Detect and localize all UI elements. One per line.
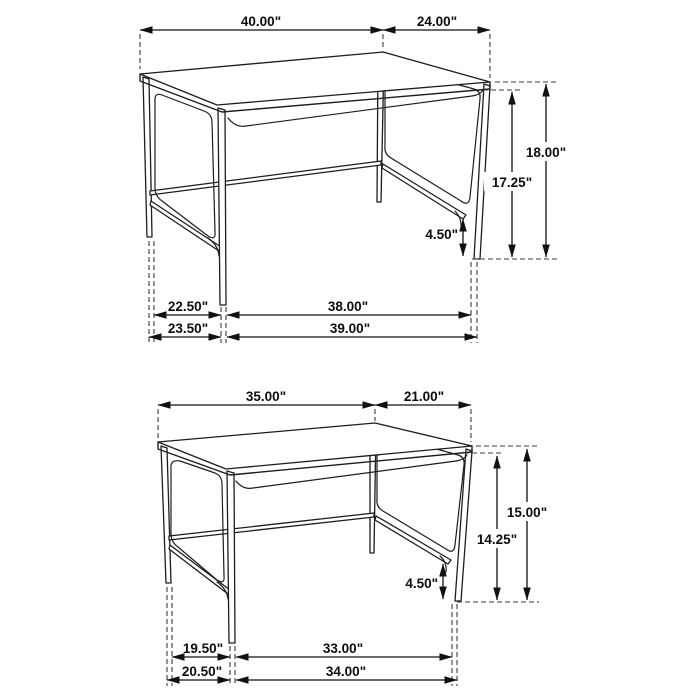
- dim-overall-height-label: 18.00": [525, 145, 567, 160]
- table-large-back-stretcher: [150, 161, 381, 195]
- table-large-right-stretcher: [382, 164, 466, 219]
- table-large-back-left-leg: [143, 77, 152, 237]
- table-small-back-left-leg: [161, 446, 171, 583]
- table-large-front-right-leg: [474, 84, 490, 259]
- table-small-right-stretcher: [375, 516, 451, 564]
- table-small-front-left-leg: [227, 471, 235, 643]
- table-large-front-left-leg: [218, 108, 226, 305]
- dim-inner-depth-label: 22.50": [167, 299, 209, 314]
- table-small-top: [158, 423, 472, 469]
- dim-inner-width-label: 38.00": [327, 299, 369, 314]
- dim-top-width-label: 40.00": [240, 14, 282, 29]
- dim-top-depth-label: 21.00": [403, 389, 445, 404]
- dim-clearance-height-label: 14.25": [476, 532, 518, 547]
- dim-inner-depth-label: 19.50": [182, 641, 224, 656]
- dim-outer-width-label: 34.00": [325, 664, 367, 679]
- dim-stretcher-height-label: 4.50": [425, 227, 458, 242]
- table-small-left-stretcher: [169, 545, 230, 594]
- dim-overall-height-label: 15.00": [506, 505, 548, 520]
- dim-top-depth-label: 24.00": [416, 14, 458, 29]
- table-small-left-panel-contour: [171, 461, 224, 582]
- dim-outer-depth-label: 20.50": [181, 664, 223, 679]
- dim-outer-width-label: 39.00": [329, 321, 371, 336]
- dim-clearance-height-label: 17.25": [491, 175, 533, 190]
- table-small-back-stretcher: [169, 513, 374, 540]
- table-large-left-stretcher: [150, 201, 221, 251]
- table-large-left-panel-contour: [155, 94, 215, 237]
- table-small-drawing: [158, 423, 472, 643]
- dim-stretcher-height-label: 4.50": [405, 576, 438, 591]
- dim-top-width-label: 35.00": [245, 389, 287, 404]
- table-large-top: [140, 52, 490, 105]
- table-large-drawing: [140, 52, 490, 305]
- dim-outer-depth-label: 23.50": [167, 321, 209, 336]
- dim-inner-width-label: 33.00": [322, 641, 364, 656]
